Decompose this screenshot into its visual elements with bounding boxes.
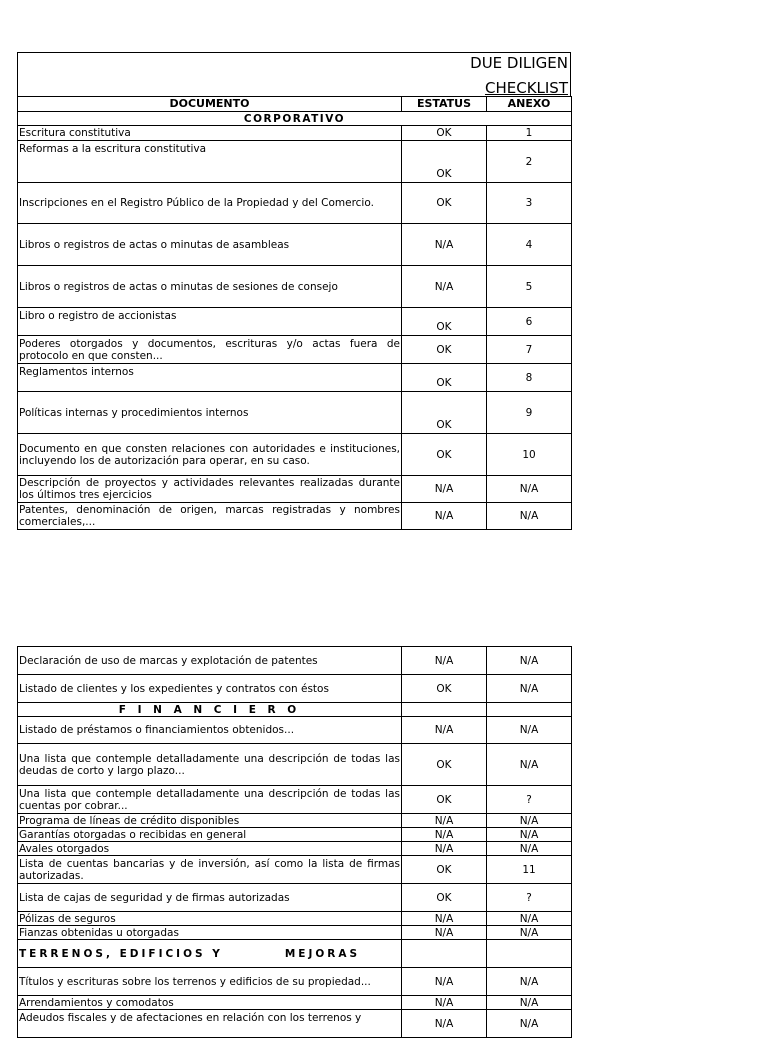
anexo-cell: N/A [487,1010,572,1038]
status-cell: OK [402,126,487,141]
table-row [18,996,572,1010]
empty-cell [487,940,572,968]
column-header-estatus: ESTATUS [402,97,487,112]
document-cell: Fianzas obtenidas u otorgadas [18,926,402,940]
anexo-cell: 1 [487,126,572,141]
status-cell: OK [402,336,487,364]
section-row [18,112,572,126]
table-row [18,744,572,786]
empty-cell [402,940,487,968]
status-cell: OK [402,675,487,703]
status-cell: N/A [402,717,487,744]
status-cell: N/A [402,926,487,940]
document-cell: Libros o registros de actas o minutas de asambleas [18,224,402,266]
anexo-cell: N/A [487,675,572,703]
anexo-cell: N/A [487,912,572,926]
status-cell: N/A [402,842,487,856]
status-cell: OK [402,364,487,392]
status-cell: OK [402,856,487,884]
status-cell: N/A [402,968,487,996]
table-row [18,786,572,814]
table-row [18,968,572,996]
status-cell: N/A [402,647,487,675]
document-cell: Reformas a la escritura constitutiva [18,141,402,183]
status-cell: OK [402,141,487,183]
anexo-cell: N/A [487,842,572,856]
document-cell: Una lista que contemple detalladamente una descripción de todas las deudas de corto y largo plazo... [18,744,402,786]
section-row [18,703,572,717]
checklist-page-1 [17,52,571,530]
status-cell: N/A [402,1010,487,1038]
page-title: DUE DILIGEN [470,54,568,72]
table-row [18,856,572,884]
document-cell: Patentes, denominación de origen, marcas registradas y nombres comerciales,... [19,504,400,528]
anexo-cell: N/A [487,503,572,530]
anexo-cell: 3 [487,183,572,224]
document-cell: Arrendamientos y comodatos [18,996,402,1010]
anexo-cell: N/A [487,814,572,828]
status-cell: OK [402,308,487,336]
header-row [18,97,572,112]
status-cell: N/A [402,996,487,1010]
status-cell: OK [402,392,487,434]
table-row [18,126,572,141]
anexo-cell: 4 [487,224,572,266]
anexo-cell: 11 [487,856,572,884]
document-cell: Adeudos fiscales y de afectaciones en relación con los terrenos y [18,1010,402,1038]
empty-cell [402,703,487,717]
table-row [18,336,572,364]
anexo-cell: 8 [487,364,572,392]
anexo-cell: 9 [487,392,572,434]
document-cell: Lista de cajas de seguridad y de firmas autorizadas [18,884,402,912]
document-cell: Programa de líneas de crédito disponibles [18,814,402,828]
document-cell: Libro o registro de accionistas [18,308,402,336]
anexo-cell: 10 [487,434,572,476]
checklist-table-2 [17,646,572,1038]
document-cell: Poderes otorgados y documentos, escrituras y/o actas fuera de protocolo en que consten... [19,337,400,362]
checklist-page-2 [17,646,571,1038]
anexo-cell: N/A [487,476,572,503]
section-corporativo: CORPORATIVO [18,112,572,126]
table-row [18,308,572,336]
title-block [17,52,571,96]
document-cell: Declaración de uso de marcas y explotación de patentes [18,647,402,675]
document-cell: Descripción de proyectos y actividades relevantes realizadas durante los últimos tres ejercicios [19,477,400,501]
status-cell: OK [402,744,487,786]
status-cell: N/A [402,503,487,530]
anexo-cell: N/A [487,968,572,996]
section-financiero: F I N A N C I E R O [18,703,402,717]
anexo-cell: N/A [487,744,572,786]
document-cell: Listado de préstamos o financiamientos obtenidos... [18,717,402,744]
document-cell: Inscripciones en el Registro Público de la Propiedad y del Comercio. [18,183,402,224]
table-row [18,884,572,912]
anexo-cell: N/A [487,996,572,1010]
document-cell: Títulos y escrituras sobre los terrenos y edificios de su propiedad... [18,968,402,996]
document-cell: Avales otorgados [18,842,402,856]
status-cell: N/A [402,224,487,266]
section-terrenos-part-2: MEJORAS [284,947,361,960]
anexo-cell: 2 [487,141,572,183]
document-cell: Pólizas de seguros [18,912,402,926]
table-row [18,224,572,266]
document-cell: Libros o registros de actas o minutas de sesiones de consejo [18,266,402,308]
status-cell: N/A [402,814,487,828]
status-cell: OK [402,434,487,476]
document-cell: Lista de cuentas bancarias y de inversión, así como la lista de firmas autorizadas. [19,857,400,882]
document-cell: Documento en que consten relaciones con autoridades e instituciones, incluyendo los de autorización para operar, en su caso. [18,434,402,476]
status-cell: OK [402,884,487,912]
table-row [18,503,572,530]
table-row [18,675,572,703]
empty-cell [487,703,572,717]
table-row [18,647,572,675]
anexo-cell: N/A [487,717,572,744]
table-row [18,717,572,744]
table-row [18,364,572,392]
status-cell: OK [402,183,487,224]
anexo-cell: ? [487,884,572,912]
document-cell: Garantías otorgadas o recibidas en general [18,828,402,842]
document-cell: Escritura constitutiva [18,126,402,141]
table-row [18,141,572,183]
document-cell: Reglamentos internos [18,364,402,392]
document-cell: Políticas internas y procedimientos internos [18,392,402,434]
table-row [18,476,572,503]
anexo-cell: ? [487,786,572,814]
anexo-cell: N/A [487,828,572,842]
table-row [18,814,572,828]
table-row [18,392,572,434]
status-cell: N/A [402,828,487,842]
anexo-cell: 7 [487,336,572,364]
table-row [18,183,572,224]
anexo-cell: N/A [487,926,572,940]
document-cell: Listado de clientes y los expedientes y contratos con éstos [18,675,402,703]
table-row [18,926,572,940]
table-row [18,912,572,926]
section-terrenos-part-1: TERRENOS, EDIFICIOS Y [19,947,223,960]
table-row [18,842,572,856]
status-cell: OK [402,786,487,814]
table-row [18,434,572,476]
table-row [18,266,572,308]
section-terrenos [18,940,402,968]
page-subtitle: CHECKLIST [484,79,568,97]
anexo-cell: N/A [487,647,572,675]
document-cell: Una lista que contemple detalladamente una descripción de todas las cuentas por cobrar... [19,787,400,812]
status-cell: N/A [402,476,487,503]
anexo-cell: 5 [487,266,572,308]
column-header-documento: DOCUMENTO [18,97,402,112]
checklist-table-1 [17,96,572,530]
status-cell: N/A [402,266,487,308]
section-row [18,940,572,968]
column-header-anexo: ANEXO [487,97,572,112]
table-row [18,828,572,842]
status-cell: N/A [402,912,487,926]
anexo-cell: 6 [487,308,572,336]
